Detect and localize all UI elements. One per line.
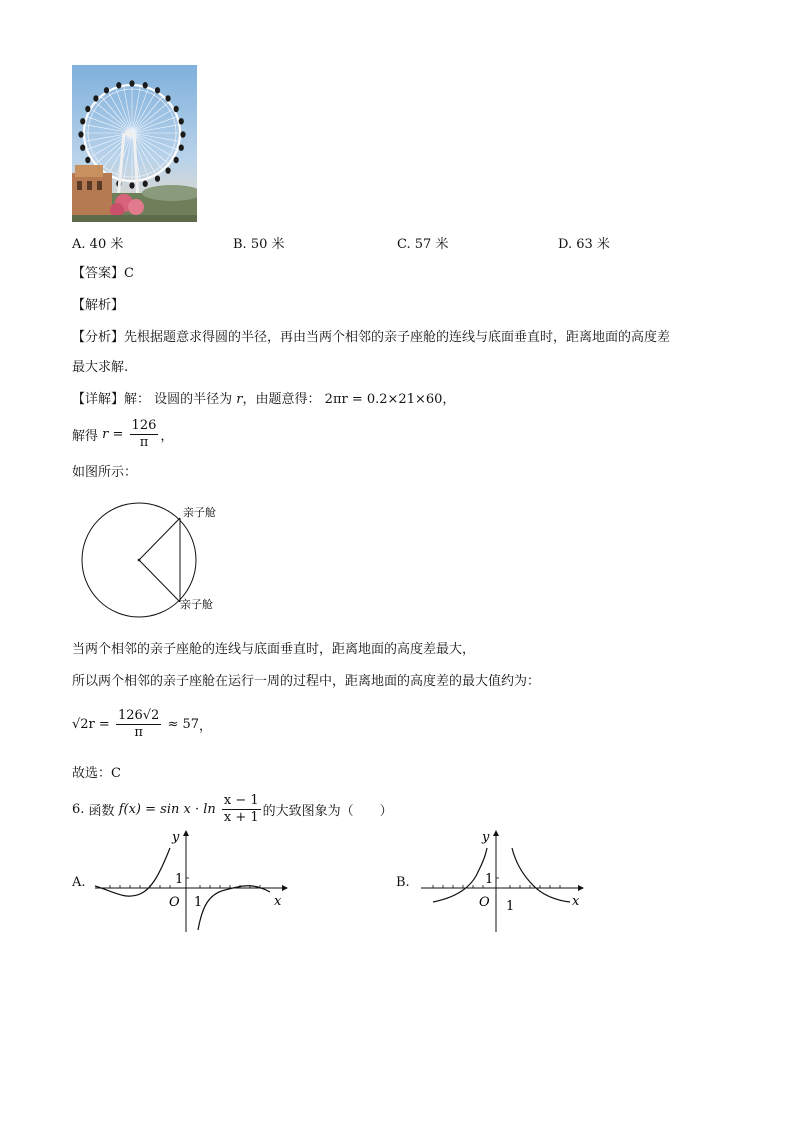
graph-a-label: A.: [72, 875, 86, 890]
graph-a-x-label: x: [274, 894, 282, 909]
graph-a-x-arrow: [282, 885, 288, 891]
graph-a-curve-right: [198, 886, 270, 930]
graph-b: [418, 828, 588, 934]
graph-a-one-x: 1: [194, 895, 203, 910]
graph-b-x-label: x: [572, 894, 580, 909]
graph-a-origin: O: [169, 895, 180, 910]
radius-top: [139, 518, 180, 560]
graph-b-origin: O: [479, 895, 490, 910]
option-c: C. 57 米: [397, 237, 449, 252]
center-point: [138, 559, 141, 562]
graph-b-one-x: 1: [506, 899, 515, 914]
graph-a-y-arrow: [183, 830, 189, 836]
cabin-label-bottom: 亲子舱: [180, 598, 213, 611]
cabin-label-top: 亲子舱: [183, 506, 216, 519]
graph-b-one-y: 1: [485, 872, 494, 887]
graph-a-one-y: 1: [175, 872, 184, 887]
graph-b-x-arrow: [578, 885, 584, 891]
fenxi-line-1: 【分析】先根据题意求得圆的半径，再由当两个相邻的亲子座舱的连线与底面垂直时，距离地面的高度差: [72, 330, 671, 345]
conclusion-line-1: 当两个相邻的亲子座舱的连线与底面垂直时，距离地面的高度差最大，: [72, 642, 476, 657]
choose-line: 故选：C: [72, 766, 121, 781]
fenxi-line-2: 最大求解.: [72, 360, 129, 375]
circle-diagram: [76, 500, 236, 620]
graph-a-curve-left: [95, 848, 170, 896]
result-line: √2r = $\frac{126√2}{\pi}$ ≈ 57，: [72, 708, 213, 740]
graph-b-label: B.: [396, 875, 410, 890]
analysis-tag: 【解析】: [72, 298, 125, 313]
option-d: D. 63 米: [558, 237, 610, 252]
graph-a: [90, 828, 290, 934]
detail-line: 【详解】解： 设圆的半径为 r，由题意得： 2πr = 0.2×21×60，: [72, 392, 456, 407]
option-b: B. 50 米: [233, 237, 285, 252]
as-shown-line: 如图所示：: [72, 465, 138, 480]
option-a: A. 40 米: [72, 237, 124, 252]
solve-line: 解得 r = $\frac{126}{\pi}$ ，: [72, 418, 174, 450]
radius-bottom: [139, 560, 180, 602]
graph-b-y-arrow: [493, 830, 499, 836]
graph-b-y-label: y: [482, 830, 490, 845]
conclusion-line-2: 所以两个相邻的亲子座舱在运行一周的过程中，距离地面的高度差的最大值约为：: [72, 674, 541, 689]
ferris-wheel-photo: [72, 65, 197, 222]
answer-line: 【答案】C: [72, 266, 134, 281]
graph-b-curve-right: [512, 848, 570, 902]
graph-a-y-label: y: [172, 830, 180, 845]
question-6: 6. 函数 f(x) = sin x · ln $\frac{x - 1}{x + 1}$ 的大致图象为（ ）: [72, 793, 393, 825]
graph-b-curve-left: [433, 848, 487, 902]
